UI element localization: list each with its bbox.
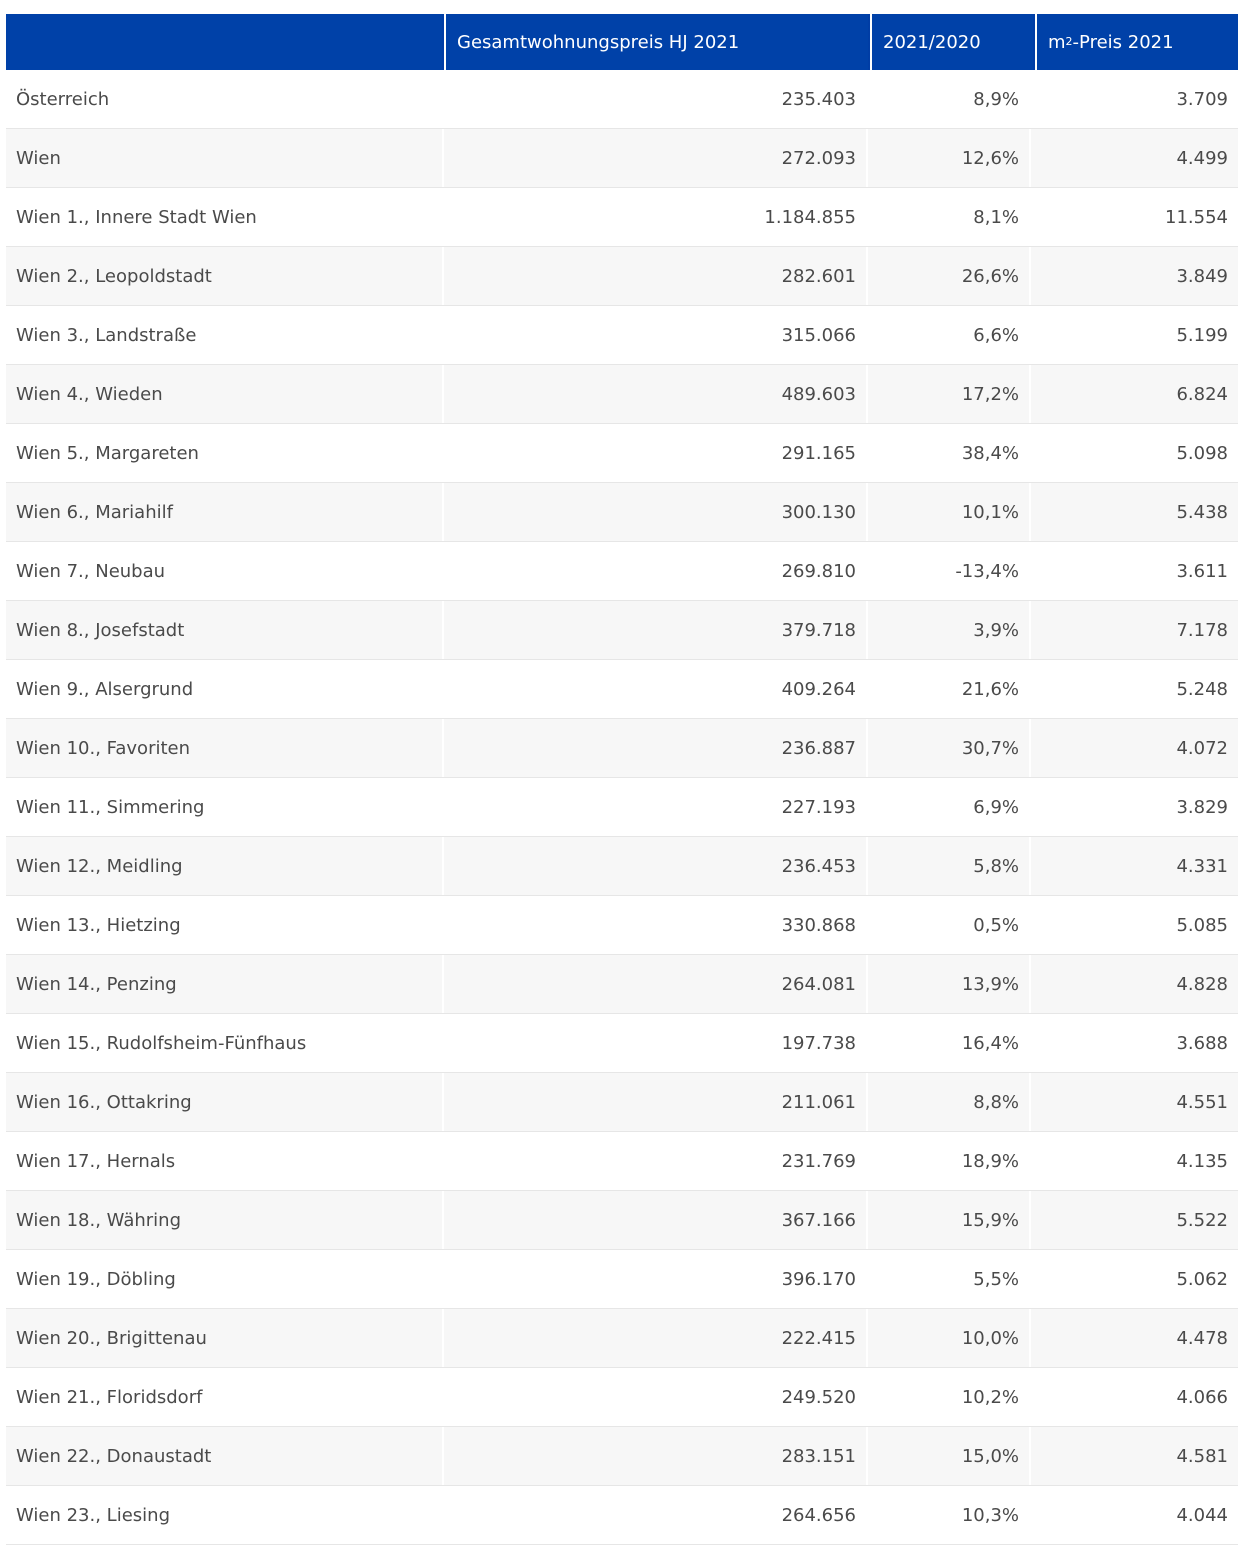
header-sqm-price: m 2 -Preis 2021	[1035, 14, 1238, 70]
sqm-price-cell: 5.199	[1029, 306, 1238, 364]
table-row	[6, 778, 1238, 837]
total-price-cell: 291.165	[442, 424, 866, 482]
table-header	[6, 14, 1238, 70]
sqm-price-cell: 4.581	[1029, 1427, 1238, 1485]
sqm-price-cell: 5.522	[1029, 1191, 1238, 1249]
total-price-cell: 269.810	[442, 542, 866, 600]
change-cell: 6,6%	[866, 306, 1029, 364]
table-row	[6, 1250, 1238, 1309]
sqm-price-cell: 6.824	[1029, 365, 1238, 423]
table-row	[6, 1132, 1238, 1191]
sqm-price-cell: 4.551	[1029, 1073, 1238, 1131]
table-row	[6, 896, 1238, 955]
total-price-cell: 264.656	[442, 1486, 866, 1544]
header-total-price: Gesamtwohnungspreis HJ 2021	[444, 14, 868, 70]
region-cell: Wien 11., Simmering	[16, 796, 205, 818]
table-row	[6, 1427, 1238, 1486]
table-row	[6, 660, 1238, 719]
sqm-price-cell: 4.044	[1029, 1486, 1238, 1544]
change-cell: 5,8%	[866, 837, 1029, 895]
region-cell: Wien 13., Hietzing	[16, 914, 181, 936]
table-row	[6, 955, 1238, 1014]
change-cell: 26,6%	[866, 247, 1029, 305]
change-cell: 10,0%	[866, 1309, 1029, 1367]
change-cell: 15,0%	[866, 1427, 1029, 1485]
change-cell: 21,6%	[866, 660, 1029, 718]
change-cell: 13,9%	[866, 955, 1029, 1013]
total-price-cell: 249.520	[442, 1368, 866, 1426]
table-row	[6, 1191, 1238, 1250]
total-price-cell: 222.415	[442, 1309, 866, 1367]
total-price-cell: 236.453	[442, 837, 866, 895]
header-sqm-base: m	[1048, 31, 1066, 53]
total-price-cell: 197.738	[442, 1014, 866, 1072]
table-row	[6, 719, 1238, 778]
region-cell: Wien 5., Margareten	[16, 442, 199, 464]
sqm-price-cell: 3.688	[1029, 1014, 1238, 1072]
region-cell: Wien 10., Favoriten	[16, 737, 191, 759]
price-table	[6, 14, 1238, 1545]
sqm-price-cell: 5.085	[1029, 896, 1238, 954]
sqm-price-cell: 3.849	[1029, 247, 1238, 305]
table-row	[6, 1486, 1238, 1545]
table-row	[6, 306, 1238, 365]
region-cell: Österreich	[16, 88, 110, 110]
region-cell: Wien 12., Meidling	[16, 855, 183, 877]
region-cell: Wien 14., Penzing	[16, 973, 177, 995]
region-cell: Wien 7., Neubau	[16, 560, 166, 582]
sqm-price-cell: 5.248	[1029, 660, 1238, 718]
region-cell: Wien 20., Brigittenau	[16, 1327, 207, 1349]
region-cell: Wien 21., Floridsdorf	[16, 1386, 203, 1408]
sqm-price-cell: 5.062	[1029, 1250, 1238, 1308]
sqm-price-cell: 4.499	[1029, 129, 1238, 187]
total-price-cell: 1.184.855	[442, 188, 866, 246]
table-row	[6, 70, 1238, 129]
total-price-cell: 396.170	[442, 1250, 866, 1308]
total-price-cell: 315.066	[442, 306, 866, 364]
table-row	[6, 129, 1238, 188]
region-cell: Wien 2., Leopoldstadt	[16, 265, 212, 287]
sqm-price-cell: 11.554	[1029, 188, 1238, 246]
table-body	[6, 70, 1238, 1545]
total-price-cell: 300.130	[442, 483, 866, 541]
region-cell: Wien 8., Josefstadt	[16, 619, 185, 641]
change-cell: 10,2%	[866, 1368, 1029, 1426]
change-cell: 12,6%	[866, 129, 1029, 187]
change-cell: 38,4%	[866, 424, 1029, 482]
region-cell: Wien 19., Döbling	[16, 1268, 176, 1290]
change-cell: 10,3%	[866, 1486, 1029, 1544]
change-cell: 15,9%	[866, 1191, 1029, 1249]
table-row	[6, 1073, 1238, 1132]
total-price-cell: 227.193	[442, 778, 866, 836]
region-cell: Wien 1., Innere Stadt Wien	[16, 206, 257, 228]
region-cell: Wien 18., Währing	[16, 1209, 181, 1231]
sqm-price-cell: 3.611	[1029, 542, 1238, 600]
sqm-price-cell: 3.709	[1029, 70, 1238, 128]
region-cell: Wien 17., Hernals	[16, 1150, 176, 1172]
sqm-price-cell: 4.331	[1029, 837, 1238, 895]
total-price-cell: 489.603	[442, 365, 866, 423]
sqm-price-cell: 3.829	[1029, 778, 1238, 836]
region-cell: Wien	[16, 147, 61, 169]
table-row	[6, 1014, 1238, 1073]
total-price-cell: 231.769	[442, 1132, 866, 1190]
sqm-price-cell: 4.066	[1029, 1368, 1238, 1426]
change-cell: 16,4%	[866, 1014, 1029, 1072]
region-cell: Wien 9., Alsergrund	[16, 678, 194, 700]
table-row	[6, 424, 1238, 483]
header-region	[6, 14, 442, 70]
sqm-price-cell: 4.072	[1029, 719, 1238, 777]
change-cell: 3,9%	[866, 601, 1029, 659]
change-cell: 0,5%	[866, 896, 1029, 954]
region-cell: Wien 16., Ottakring	[16, 1091, 192, 1113]
change-cell: 5,5%	[866, 1250, 1029, 1308]
total-price-cell: 272.093	[442, 129, 866, 187]
sqm-price-cell: 4.478	[1029, 1309, 1238, 1367]
change-cell: 17,2%	[866, 365, 1029, 423]
table-row	[6, 1309, 1238, 1368]
table-row	[6, 1368, 1238, 1427]
header-sqm-rest: -Preis 2021	[1072, 31, 1174, 53]
region-cell: Wien 3., Landstraße	[16, 324, 197, 346]
total-price-cell: 236.887	[442, 719, 866, 777]
change-cell: 8,1%	[866, 188, 1029, 246]
total-price-cell: 211.061	[442, 1073, 866, 1131]
table-row	[6, 542, 1238, 601]
table-row	[6, 188, 1238, 247]
change-cell: 8,8%	[866, 1073, 1029, 1131]
total-price-cell: 367.166	[442, 1191, 866, 1249]
change-cell: 10,1%	[866, 483, 1029, 541]
table-row	[6, 601, 1238, 660]
table-row	[6, 837, 1238, 896]
change-cell: -13,4%	[866, 542, 1029, 600]
total-price-cell: 283.151	[442, 1427, 866, 1485]
total-price-cell: 379.718	[442, 601, 866, 659]
total-price-cell: 264.081	[442, 955, 866, 1013]
change-cell: 30,7%	[866, 719, 1029, 777]
sqm-price-cell: 4.135	[1029, 1132, 1238, 1190]
sqm-price-cell: 5.438	[1029, 483, 1238, 541]
change-cell: 18,9%	[866, 1132, 1029, 1190]
sqm-price-cell: 5.098	[1029, 424, 1238, 482]
region-cell: Wien 4., Wieden	[16, 383, 163, 405]
region-cell: Wien 6., Mariahilf	[16, 501, 173, 523]
table-row	[6, 365, 1238, 424]
table-row	[6, 247, 1238, 306]
change-cell: 8,9%	[866, 70, 1029, 128]
table-row	[6, 483, 1238, 542]
total-price-cell: 235.403	[442, 70, 866, 128]
sqm-price-cell: 4.828	[1029, 955, 1238, 1013]
total-price-cell: 330.868	[442, 896, 866, 954]
sqm-price-cell: 7.178	[1029, 601, 1238, 659]
total-price-cell: 282.601	[442, 247, 866, 305]
change-cell: 6,9%	[866, 778, 1029, 836]
region-cell: Wien 22., Donaustadt	[16, 1445, 212, 1467]
header-change: 2021/2020	[870, 14, 1033, 70]
region-cell: Wien 15., Rudolfsheim-Fünfhaus	[16, 1032, 307, 1054]
total-price-cell: 409.264	[442, 660, 866, 718]
region-cell: Wien 23., Liesing	[16, 1504, 170, 1526]
